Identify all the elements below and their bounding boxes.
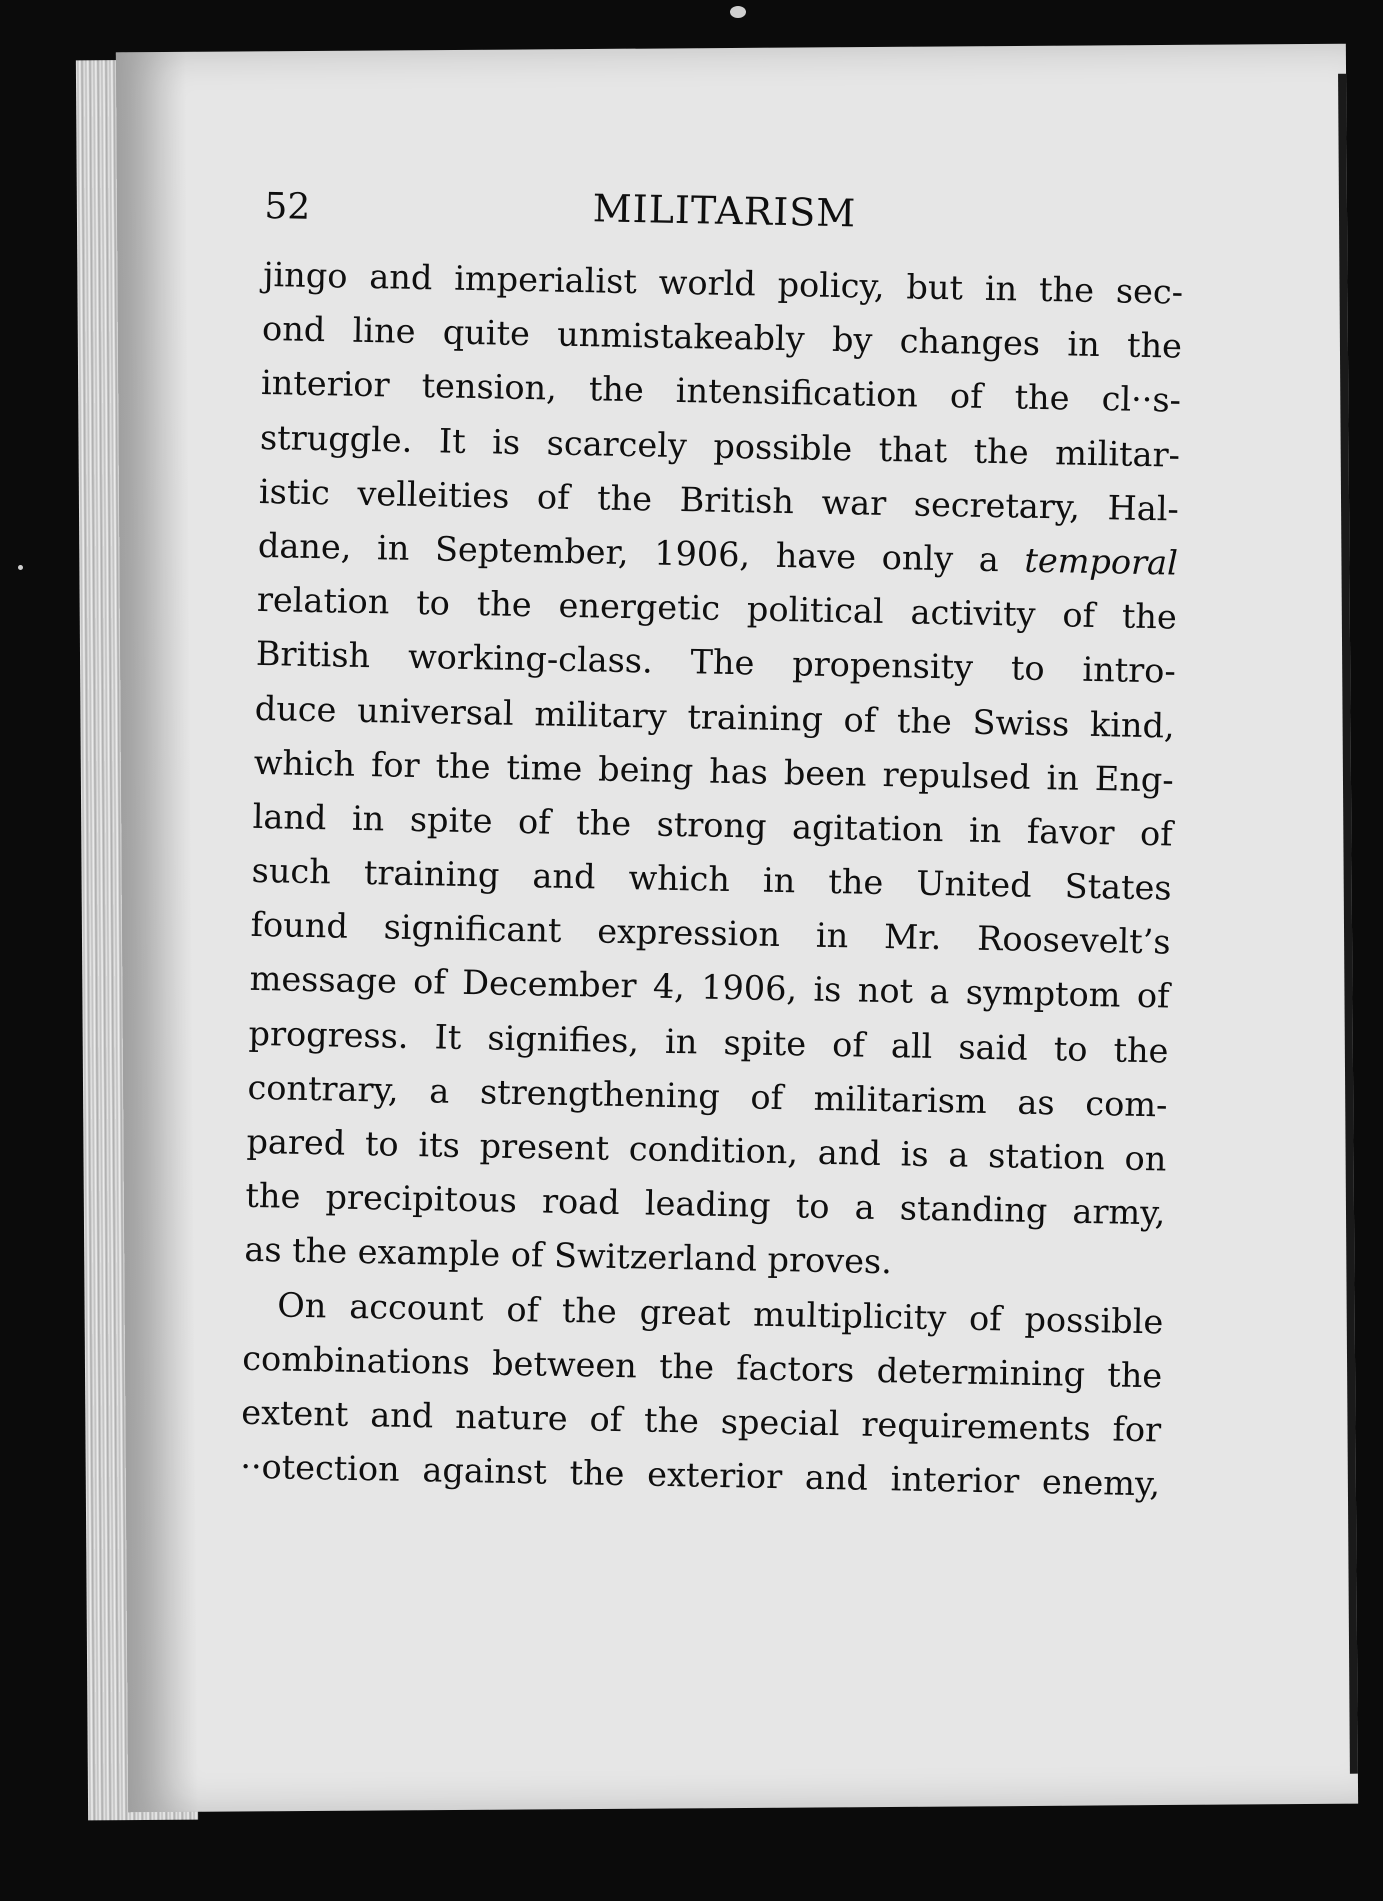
- text-line: the precipitous road leading to a standing army,: [245, 1176, 1166, 1233]
- text-line: extent and nature of the special requirements for: [240, 1392, 1162, 1450]
- running-title: MILITARISM: [592, 186, 857, 236]
- text-line: as the example of Switzerland proves.: [244, 1230, 893, 1282]
- text-line: which for the time being has been repulsed in Eng-: [253, 742, 1175, 800]
- text-line: such training and which in the United States: [251, 850, 1172, 908]
- text-line: relation to the energetic political activity of the: [256, 580, 1178, 637]
- paragraph-1: [244, 248, 1184, 1295]
- text-line-start: dane, in September, 1906, have only a: [257, 525, 1025, 580]
- dust-speck: [730, 6, 746, 18]
- italic-word: temporal: [1024, 540, 1179, 583]
- text-line: contrary, a strengthening of militarism as com-: [247, 1067, 1168, 1125]
- page-number: 52: [264, 185, 311, 228]
- text-line: combinations between the factors determining the: [242, 1338, 1163, 1396]
- text-line: On account of the great multiplicity of possible: [277, 1285, 1164, 1342]
- text-line: land in spite of the strong agitation in favor of: [252, 796, 1173, 854]
- text-line: interior tension, the intensification of the cl··s-: [260, 363, 1182, 420]
- text-line: istic velleities of the British war secretary, Hal-: [258, 471, 1180, 529]
- page-right-edge: [1338, 74, 1358, 1774]
- text-line: British working-class. The propensity to intro-: [255, 634, 1177, 691]
- text-line: jingo and imperialist world policy, but in the sec-: [262, 254, 1184, 312]
- text-line: found significant expression in Mr. Roosevelt’s: [250, 905, 1171, 962]
- gutter-shadow: [116, 52, 198, 1812]
- dust-speck: [18, 565, 23, 570]
- text-line: duce universal military training of the Swiss kind,: [254, 688, 1176, 746]
- paragraph-2: [240, 1277, 1164, 1511]
- text-line: ··otection against the exterior and interior enemy,: [239, 1446, 1161, 1504]
- page-text-block: [240, 180, 1185, 1512]
- text-line: pared to its present condition, and is a station on: [246, 1121, 1167, 1179]
- text-line: ond line quite unmistakeably by changes in the: [261, 309, 1183, 366]
- text-line: struggle. It is scarcely possible that the militar-: [259, 417, 1181, 475]
- text-line: message of December 4, 1906, is not a symptom of: [249, 959, 1170, 1016]
- text-line: progress. It signifies, in spite of all said to the: [248, 1013, 1169, 1071]
